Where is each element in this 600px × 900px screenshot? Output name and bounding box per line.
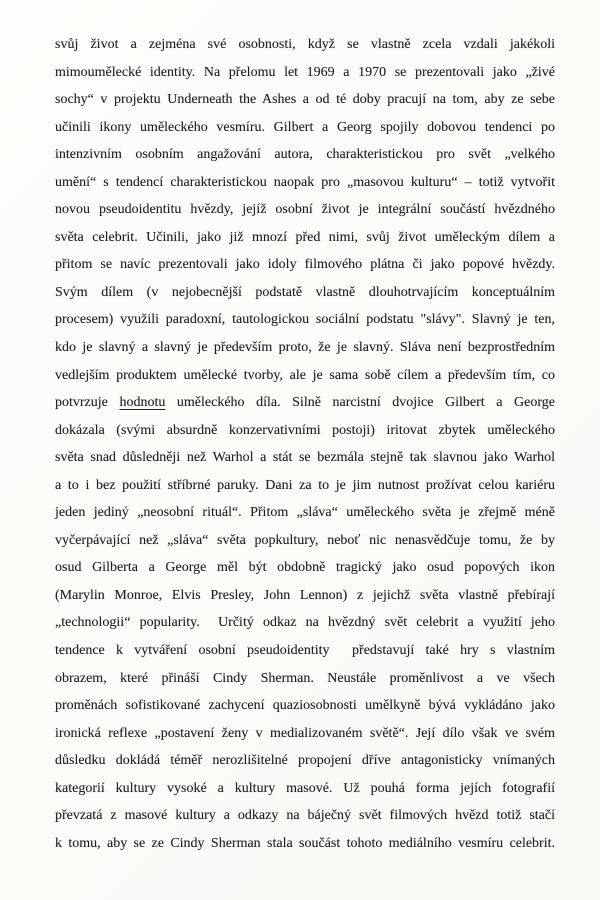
text-line: osud Gilberta a George měl být obdobně tragický jako osud popových ikon (55, 560, 555, 576)
text-line: novou pseudoidentitu hvězdy, jejíž osobní život je integrální součástí hvězdného (55, 202, 555, 218)
text-line: kategorií kultury vysoké a kultury masové. Už pouhá forma jejích fotografií (55, 780, 555, 796)
text-line: intenzivním osobním angažování autora, charakteristickou pro svět „velkého (55, 147, 555, 163)
text-line: důsledku dokládá téměř nerozlišitelné propojení dříve antagonisticky vnímaných (55, 753, 555, 769)
text-line: přitom se navíc prezentovali jako idoly filmového plátna či jako popové hvězdy. (55, 257, 555, 273)
text-line: a to i bez použití stříbrné paruky. Dani za to je jim nutnost prožívat celou kariéru (55, 477, 555, 493)
text-line: kdo je slavný a slavný je především proto, že je slavný. Sláva není bezprostředním (55, 340, 555, 356)
text-line: obrazem, které přináší Cindy Sherman. Neustále proměnlivost a ve všech (55, 670, 555, 686)
text-line: učinili ikony uměleckého vesmíru. Gilbert a Georg spojily dobovou tendenci po (55, 119, 555, 135)
text-line: vyčerpávající než „sláva“ světa popkultury, neboť nic nenasvědčuje tomu, že by (55, 532, 555, 548)
text-line: převzatá z masové kultury a odkazy na báječný svět filmových hvězd totiž stačí (55, 808, 555, 824)
text-line: „technologii“ popularity. Určitý odkaz na hvězdný svět celebrit a využití jeho (55, 615, 555, 631)
text-line: procesem) využili paradoxní, tautologickou sociální podstatu "slávy". Slavný je ten, (55, 312, 555, 328)
text-line: (Marylin Monroe, Elvis Presley, John Lennon) z jejichž světa vlastně přebírají (55, 587, 555, 603)
text-line: jeden jediný „neosobní rituál“. Přitom „sláva“ uměleckého světa je zřejmě méně (55, 505, 555, 521)
text-line: proměnách sofistikované zachycení quaziosobnosti umělkyně bývá vykládáno jako (55, 698, 555, 714)
text-line: potvrzuje hodnotu uměleckého díla. Silně narcistní dvojice Gilbert a George (55, 395, 555, 411)
text-line: sochy“ v projektu Underneath the Ashes a od té doby pracují na tom, aby ze sebe (55, 92, 555, 108)
text-line: světa snad důsledněji než Warhol a stát se bezmála stejně tak slavnou jako Warhol (55, 450, 555, 466)
text-line: tendence k vytváření osobní pseudoidentity představují také hry s vlastním (55, 643, 555, 659)
text-line: ironická reflexe „postavení ženy v medializovaném světě“. Její dílo však ve svém (55, 725, 555, 741)
text-line: vedlejším produktem umělecké tvorby, ale je sama sobě cílem a především tím, co (55, 367, 555, 383)
text-line: svůj život a zejména své osobnosti, když se vlastně zcela vzdali jakékoli (55, 37, 555, 52)
text-line: k tomu, aby se ze Cindy Sherman stala součást tohoto mediálního vesmíru celebrit. (55, 835, 555, 851)
text-line: umění“ s tendencí charakteristickou naopak pro „masovou kulturu“ – totiž vytvořit (55, 174, 555, 190)
text-line: Svým dílem (v nejobecnější podstatě vlastně dlouhotrvajícím konceptuálním (55, 284, 555, 300)
text-line: mimoumělecké identity. Na přelomu let 1969 a 1970 se prezentovali jako „živé (55, 64, 555, 80)
text-line: světa celebrit. Učinili, jako již mnozí před nimi, svůj život uměleckým dílem a (55, 229, 555, 245)
text-line: dokázala (svými absurdně konzervativními postoji) iritovat zbytek uměleckého (55, 422, 555, 438)
underlined-word: hodnotu (119, 395, 166, 411)
page-text (55, 31, 555, 857)
